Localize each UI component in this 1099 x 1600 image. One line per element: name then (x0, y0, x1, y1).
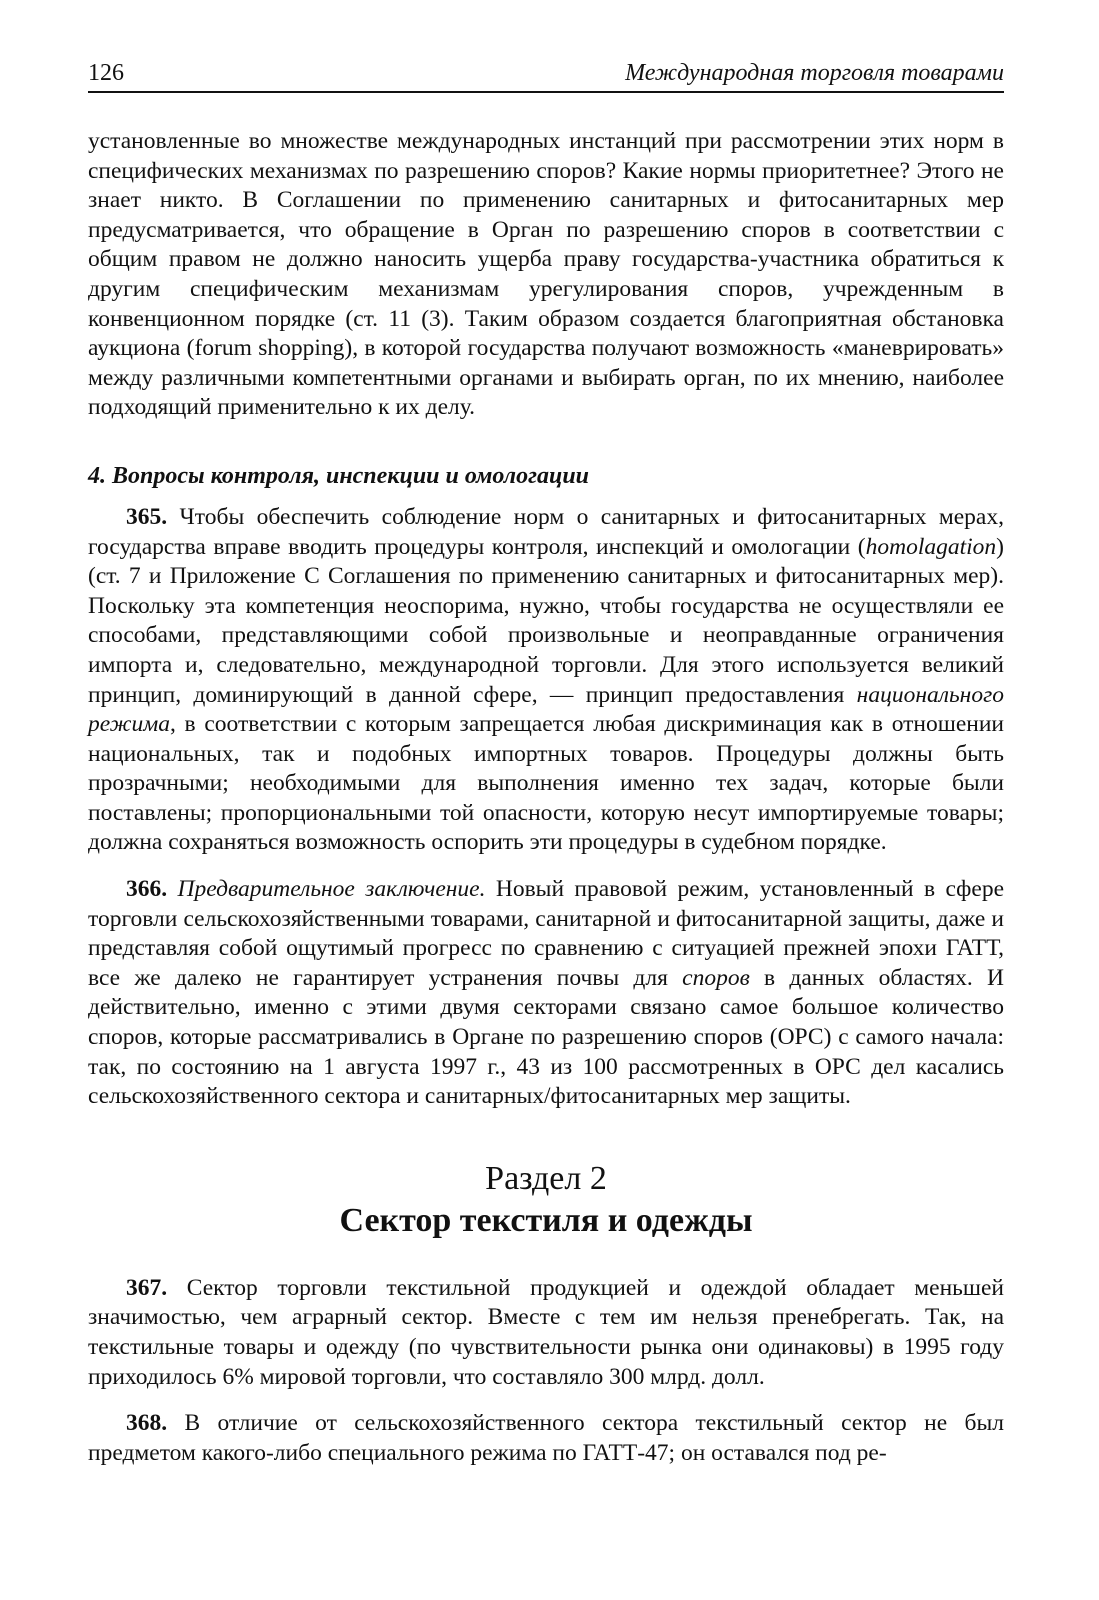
paragraph-text: В отличие от сельскохозяйственного сектора текстильный сектор не был предметом какого-либо специального режима по ГАТТ-47; он оставался под ре- (88, 1410, 1004, 1466)
running-header (88, 60, 1004, 93)
paragraph-number: 365. (126, 503, 168, 530)
section-number: Раздел 2 (485, 1159, 607, 1197)
italic-term: споров (682, 964, 750, 991)
paragraph-number: 367. (126, 1274, 168, 1301)
paragraph-368 (88, 1409, 1004, 1468)
italic-lead: Предварительное заключение. (167, 876, 486, 903)
paragraph-366 (88, 875, 1004, 1112)
book-page (88, 60, 1004, 1468)
paragraph-text: Сектор торговли текстильной продукцией и одеждой обладает меньшей значимостью, чем аграрный сектор. Вместе с тем им нельзя пренебрегать. Так, на текстильные товары и одежду (по чувствительности рынка они одинаковы) в 1995 году приходилось 6% мировой торговли, что составляло 300 млрд. долл. (88, 1274, 1004, 1390)
italic-term: национального режима (88, 681, 1004, 738)
paragraph-text: ) (ст. 7 и Приложение С Соглашения по применению санитарных и фитосанитарных мер). Поскольку эта компетенция неоспорима, нужно, чтобы государства не осуществляли ее способами, представляющими собой произвольные и неоправданные ограничения импорта и, следовательно, международной торговли. Для этого используется великий принцип, доминирующий в данной сфере, — принцип предоставления (88, 533, 1004, 708)
running-title: Международная торговля товарами (625, 60, 1004, 86)
paragraph-text: Чтобы обеспечить соблюдение норм о санитарных и фитосанитарных мерах, государства вправе вводить процедуры контроля, инспекций и омологации ( (88, 503, 1004, 560)
page-number: 126 (88, 60, 124, 86)
paragraph-text: в данных областях. И действительно, именно с этими двумя секторами связано самое большое количество споров, которые рассматривались в Органе по разрешению споров (ОРС) с самого начала: так, по состоянию на 1 августа 1997 г., 43 из 100 рассмотренных в ОРС дел касались сельскохозяйственного сектора и санитарных/фитосанитарных мер защиты. (88, 964, 1004, 1110)
subsection-heading: 4. Вопросы контроля, инспекции и омологации (88, 462, 590, 489)
paragraph-number: 366. (126, 876, 168, 903)
paragraph-367 (88, 1274, 1004, 1392)
italic-term: homolagation (865, 533, 997, 560)
section-heading (88, 1158, 1004, 1242)
paragraph-365 (88, 503, 1004, 858)
paragraph-number: 368. (126, 1410, 168, 1437)
paragraph-text: , в соответствии с которым запрещается любая дискриминация как в отношении национальных, так и подобных импортных товаров. Процедуры должны быть прозрачными; необходимыми для выполнения именно тех задач, которые были поставлены; пропорциональными той опасности, которую несут импортируемые товары; должна сохраняться возможность оспорить эти процедуры в судебном порядке. (88, 711, 1004, 856)
intro-paragraph: установленные во множестве международных инстанций при рассмотрении этих норм в специфических механизмах по разрешению споров? Какие нормы приоритетнее? Этого не знает никто. В Соглашении по применению санитарных и фитосанитарных мер предусматривается, что обращение в Орган по разрешению споров в соответствии с общим правом не должно наносить ущерба праву государства-участника обратиться к другим специфическим механизмам урегулирования споров, учрежденным в конвенционном порядке (ст. 11 (3). Таким образом создается благоприятная обстановка аукциона (forum shopping), в которой государства получают возможность «маневрировать» между различными компетентными органами и выбирать орган, по их мнению, наиболее подходящий применительно к их делу. (88, 128, 1004, 421)
paragraph-text: Новый правовой режим, установленный в сфере торговли сельскохозяйственными товарами, санитарной и фитосанитарной защиты, даже и представляя собой ощутимый прогресс по сравнению с ситуацией прежней эпохи ГАТТ, все же далеко не гарантирует устранения почвы для (88, 876, 1004, 991)
section-title: Сектор текстиля и одежды (339, 1201, 753, 1239)
